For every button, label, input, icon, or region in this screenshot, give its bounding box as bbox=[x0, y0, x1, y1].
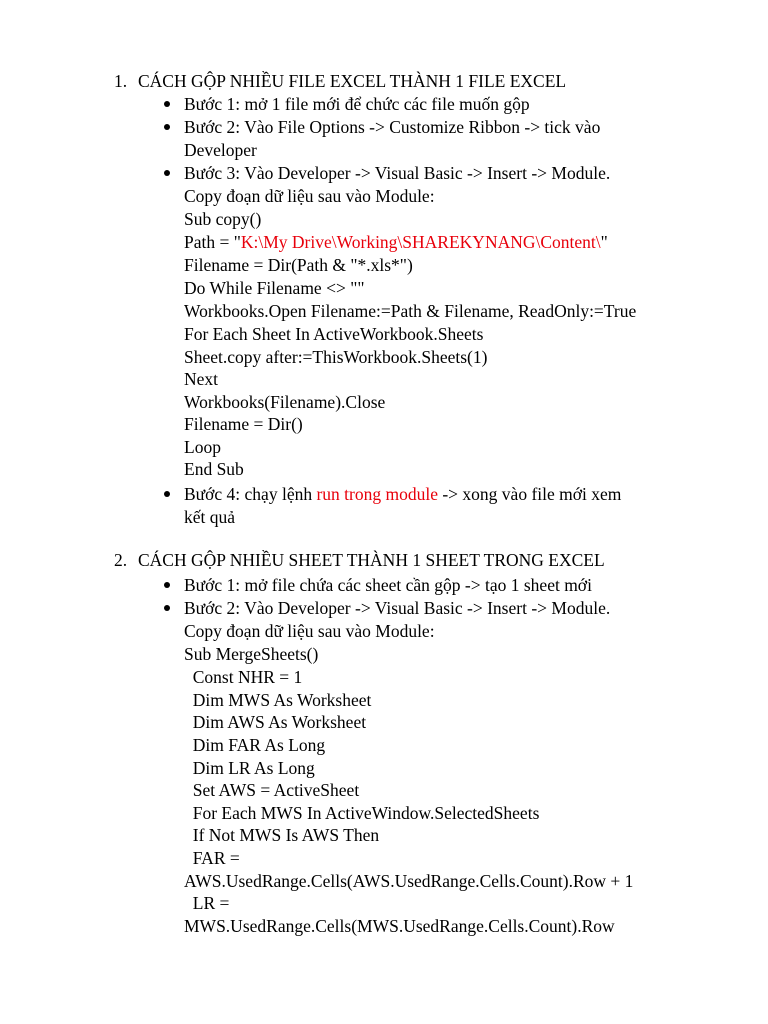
code-line: Sub MergeSheets() bbox=[184, 644, 319, 664]
code-line: AWS.UsedRange.Cells(AWS.UsedRange.Cells.Count).Row + 1 bbox=[184, 871, 634, 891]
bullet-icon bbox=[164, 124, 170, 130]
bullet-icon bbox=[164, 605, 170, 611]
code-line: If Not MWS Is AWS Then bbox=[184, 825, 380, 845]
code-line: Dim AWS As Worksheet bbox=[184, 712, 367, 732]
path-value: K:\My Drive\Working\SHAREKYNANG\Content\ bbox=[240, 232, 601, 252]
code-line: Workbooks(Filename).Close bbox=[184, 392, 386, 412]
section-number: 1. bbox=[114, 71, 128, 91]
code-line: End Sub bbox=[184, 459, 244, 479]
bullet-icon bbox=[164, 491, 170, 497]
code-line: FAR = bbox=[184, 848, 240, 868]
code-text: Path = " bbox=[184, 232, 241, 252]
step-text: Bước 1: mở file chứa các sheet cần gộp -> tạo 1 sheet mới bbox=[184, 575, 592, 595]
step4-suffix: -> xong vào file mới xem bbox=[437, 484, 622, 504]
code-line: Workbooks.Open Filename:=Path & Filename, ReadOnly:=True bbox=[184, 301, 637, 321]
step-text: Bước 2: Vào File Options -> Customize Ribbon -> tick vào bbox=[184, 117, 601, 137]
code-line: Filename = Dir() bbox=[184, 414, 303, 434]
section-number: 2. bbox=[114, 550, 128, 570]
code-line: LR = bbox=[184, 893, 230, 913]
step-text: Bước 1: mở 1 file mới để chức các file muốn gộp bbox=[184, 94, 530, 114]
code-line: For Each Sheet In ActiveWorkbook.Sheets bbox=[184, 324, 484, 344]
code-line: Sheet.copy after:=ThisWorkbook.Sheets(1) bbox=[184, 347, 488, 367]
step-text: Developer bbox=[184, 140, 257, 160]
bullet-icon bbox=[164, 170, 170, 176]
code-text: " bbox=[600, 232, 608, 252]
step-text: Bước 3: Vào Developer -> Visual Basic -> Insert -> Module. bbox=[184, 163, 611, 183]
code-line: Dim LR As Long bbox=[184, 758, 315, 778]
bullet-icon bbox=[164, 101, 170, 107]
step-text bbox=[184, 483, 621, 505]
code-line: Filename = Dir(Path & "*.xls*") bbox=[184, 255, 413, 275]
step4-prefix: Bước 4: chạy lệnh bbox=[184, 484, 317, 504]
code-line: Dim FAR As Long bbox=[184, 735, 326, 755]
step-text: kết quả bbox=[184, 507, 236, 527]
step-text: Copy đoạn dữ liệu sau vào Module: bbox=[184, 621, 435, 641]
code-line: Next bbox=[184, 369, 219, 389]
code-line: Const NHR = 1 bbox=[184, 667, 303, 687]
code-line: MWS.UsedRange.Cells(MWS.UsedRange.Cells.Count).Row bbox=[184, 916, 615, 936]
code-line: Loop bbox=[184, 437, 221, 457]
code-line: Set AWS = ActiveSheet bbox=[184, 780, 360, 800]
code-line-path bbox=[184, 231, 608, 253]
step4-highlight: run trong module bbox=[316, 484, 438, 504]
step-text: Bước 2: Vào Developer -> Visual Basic -> Insert -> Module. bbox=[184, 598, 611, 618]
code-line: Do While Filename <> "" bbox=[184, 278, 365, 298]
section-heading: CÁCH GỘP NHIỀU SHEET THÀNH 1 SHEET TRONG EXCEL bbox=[138, 550, 605, 570]
step-text: Copy đoạn dữ liệu sau vào Module: bbox=[184, 186, 435, 206]
section-heading: CÁCH GỘP NHIỀU FILE EXCEL THÀNH 1 FILE EXCEL bbox=[138, 71, 567, 91]
code-line: For Each MWS In ActiveWindow.SelectedSheets bbox=[184, 803, 540, 823]
bullet-icon bbox=[164, 582, 170, 588]
code-line: Sub copy() bbox=[184, 209, 262, 229]
code-line: Dim MWS As Worksheet bbox=[184, 690, 372, 710]
